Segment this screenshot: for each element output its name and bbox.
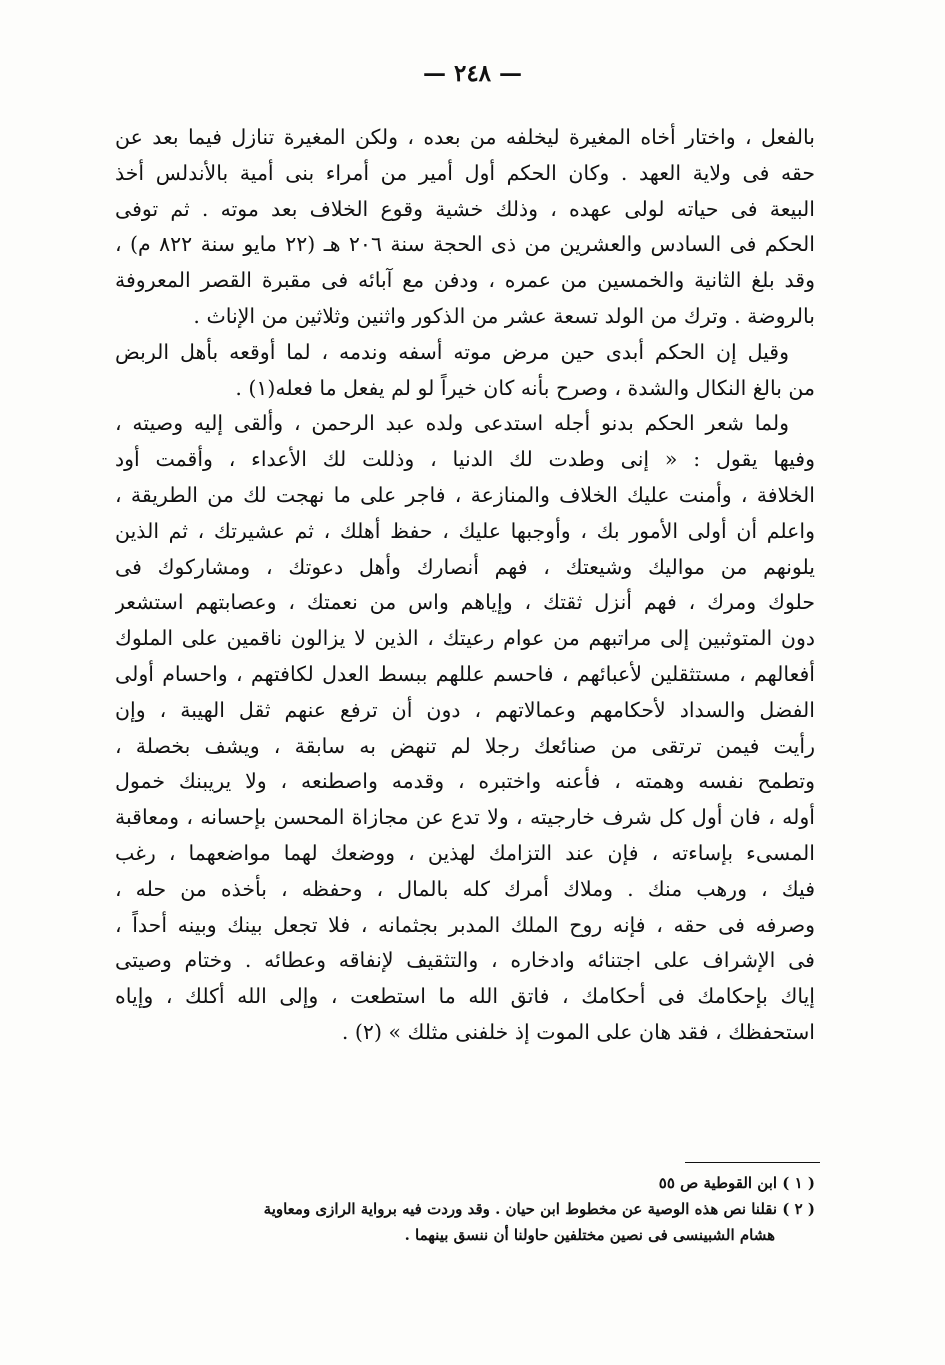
text-line: إياك بإحكامك فى أحكامك ، فاتق الله ما استطعت ، وإلى الله أكلك ، وإياه <box>115 984 815 1009</box>
footnote-2-continuation: هشام الشبينسى فى نصين مختلفين حاولنا أن ننسق بينهما . <box>404 1226 775 1244</box>
body-text <box>115 120 815 1051</box>
text-line: بالروضة . وترك من الولد تسعة عشر من الذكور واثنين وثلاثين من الإناث . <box>193 303 815 328</box>
text-line: فيك ، ورهب منك . وملاك أمرك كله بالمال ، وحفظه ، بأخذه من حله ، <box>115 876 815 901</box>
footnote-2: ( ٢ ) نقلنا نص هذه الوصية عن مخطوط ابن حيان . وقد وردت فيه برواية الرازى ومعاوية <box>263 1200 815 1218</box>
text-line: بالفعل ، واختار أخاه المغيرة ليخلفه من بعده ، ولكن المغيرة تنازل فيما بعد عن <box>115 125 815 149</box>
text-line: الحكم فى السادس والعشرين من ذى الحجة سنة ٢٠٦ هـ (٢٢ مايو سنة ٨٢٢ م) ، <box>115 232 815 257</box>
text-line: رأيت فيمن ترتقى من صنائعك رجلا لم تنهض به سابقة ، ويشف بخصلة ، <box>115 733 815 758</box>
text-line: وفيها يقول : « إنى وطدت لك الدنيا ، وذللت لك الأعداء ، وأقمت أود <box>115 447 815 472</box>
footnotes <box>105 1170 815 1248</box>
footnote-1: ( ١ ) ابن القوطية ص ٥٥ <box>658 1174 815 1192</box>
text-line: المسىء بإساءته ، فإن عند التزامك لهذين ، ووضعك لهما مواضعهما ، رغب <box>115 840 815 865</box>
text-line: أوله ، فان أول كل شرف خارجيته ، ولا تدع عن مجازاة المحسن بإحسانه ، ومعاقبة <box>115 805 815 830</box>
text-line: البيعة فى حياته لولى عهده ، وذلك خشية وقوع الخلاف بعد موته . ثم توفى <box>115 196 815 221</box>
footnote-divider <box>685 1162 820 1163</box>
text-line: الفضل والسداد لأحكامهم وعمالاتهم ، دون أن ترفع عنهم ثقل الهيبة ، وإن <box>115 697 815 722</box>
text-line: وصرفه فى حقه ، فإنه روح الملك المدبر بجثمانه ، فلا تجعل بينك وبينه أحداً ، <box>115 912 815 937</box>
paragraph-start-line: ولما شعر الحكم بدنو أجله استدعى ولده عبد الرحمن ، وألقى إليه وصيته ، <box>115 411 789 436</box>
text-line: من بالغ النكال والشدة ، وصرح بأنه كان خيراً لو لم يفعل ما فعله(١) . <box>235 375 815 400</box>
text-line: حلوك ومرك ، فهم أنزل ثقتك ، وإياهم واس من نعمتك ، وعصابتهم استشعر <box>115 590 815 615</box>
text-line: يلونهم من مواليك وشيعتك ، فهم أنصارك وأهل دعوتك ، ومشاركوك فى <box>115 554 815 579</box>
paragraph-start-line: وقيل إن الحكم أبدى حين مرض موته أسفه وندمه ، لما أوقعه بأهل الربض <box>115 339 789 364</box>
text-line: واعلم أن أولى الأمور بك ، وأوجبها عليك ، حفظ أهلك ، ثم عشيرتك ، ثم الذين <box>115 518 815 543</box>
text-line: وتطمح نفسه وهمته ، فأعنه واختبره ، وقدمه واصطنعه ، ولا يريبنك خمول <box>115 769 815 794</box>
text-line: حقه فى ولاية العهد . وكان الحكم أول أمير من أمراء بنى أمية بالأندلس أخذ <box>115 160 815 185</box>
text-line: الخلافة ، وأمنت عليك الخلاف والمنازعة ، فاجر على ما نهجت لك من الطريقة ، <box>115 482 815 507</box>
page-number: — ٢٤٨ — <box>422 60 523 87</box>
text-line: دون المتوثبين إلى مراتبهم من عوام رعيتك ، الذين لا يزالون ناقمين على الملوك <box>115 626 815 651</box>
text-line: وقد بلغ الثانية والخمسين من عمره ، ودفن مع آبائه فى مقبرة القصر المعروفة <box>115 268 815 293</box>
text-line: أفعالهم ، مستثقلين لأعبائهم ، فاحسم عللهم ببسط العدل لكافتهم ، واحسام أولى <box>115 661 815 686</box>
text-line: فى الإشراف على اجتنائه وادخاره ، والتثقيف لإنفاقه وعطائه . وختام وصيتى <box>115 948 815 973</box>
text-line: استحفظك ، فقد هان على الموت إذ خلفنى مثلك » (٢) . <box>341 1019 815 1044</box>
